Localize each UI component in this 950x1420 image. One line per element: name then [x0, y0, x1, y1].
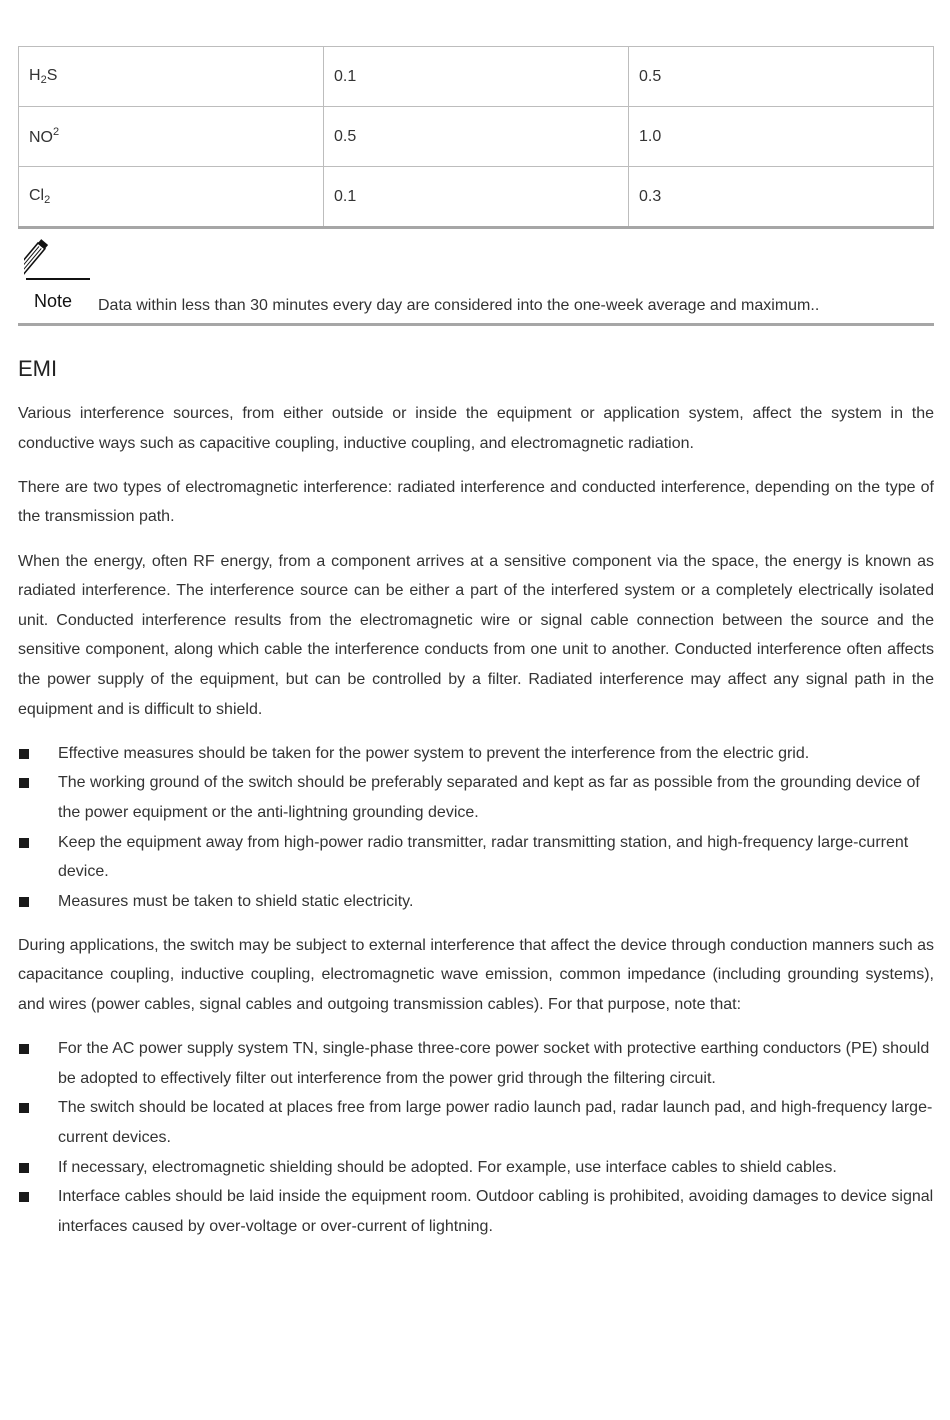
list-item-text: Interface cables should be laid inside the equipment room. Outdoor cabling is prohibited, avoiding damages to device signal interfaces caused by over-voltage or over-current of lightning.: [58, 1188, 934, 1235]
list-item: [18, 887, 934, 917]
list-item-text: The switch should be located at places free from large power radio launch pad, radar launch pad, and high-frequency large-current devices.: [58, 1099, 933, 1147]
gas-concentration-table: [18, 46, 934, 229]
list-item-text: Effective measures should be taken for the power system to prevent the interference from the electric grid.: [58, 744, 810, 762]
table-cell-average: 0.1: [324, 47, 629, 107]
list-item-text: The working ground of the switch should be preferably separated and kept as far as possible from the grounding device of the power equipment or the anti-lightning grounding device.: [58, 774, 920, 821]
list-item: [18, 1093, 934, 1152]
gas-name: NO: [29, 129, 53, 146]
list-item: [18, 1034, 934, 1093]
paragraph: There are two types of electromagnetic interference: radiated interference and conducted interference, depending on the type of the transmission path.: [18, 478, 934, 526]
table-cell-maximum: 0.5: [629, 47, 934, 107]
note-box: [18, 229, 934, 326]
list-item: [18, 739, 934, 769]
list-item-text: If necessary, electromagnetic shielding should be adopted. For example, use interface cables to shield cables.: [58, 1158, 837, 1176]
table-row: [19, 167, 934, 228]
document-page: [18, 46, 934, 326]
square-bullet-icon: [19, 897, 29, 907]
gas-subscript: 2: [44, 194, 51, 206]
table-cell-gas: [19, 107, 324, 167]
list-item: [18, 828, 934, 887]
square-bullet-icon: [19, 749, 29, 759]
gas-name-suffix: S: [46, 67, 58, 84]
note-text: Data within less than 30 minutes every day are considered into the one-week average and maximum..: [98, 297, 820, 314]
list-item: [18, 1153, 934, 1183]
gas-name: H: [29, 67, 41, 84]
paragraph: When the energy, often RF energy, from a component arrives at a sensitive component via the space, the energy is known as radiated interference. The interference source can be either a part of the interfered system or a completely electrically isolated unit. Conducted interference results from the electromagnetic wire or signal cable connection between the source and the sensitive component, along which cable the interference conducts from one unit to another. Conducted interference often affects the power supply of the equipment, but can be controlled by a filter. Radiated interference may affect any signal path in the equipment and is difficult to shield.: [18, 552, 934, 718]
bullet-list: [18, 739, 934, 917]
gas-superscript: 2: [53, 126, 60, 138]
table-cell-gas: [19, 47, 324, 107]
square-bullet-icon: [19, 1044, 29, 1054]
list-item: [18, 1182, 934, 1241]
list-item-text: Measures must be taken to shield static electricity.: [58, 892, 414, 910]
section-body: [18, 399, 934, 1256]
section-title: EMI: [18, 356, 58, 381]
table-cell-gas: [19, 167, 324, 228]
square-bullet-icon: [19, 1163, 29, 1173]
list-item-text: Keep the equipment away from high-power radio transmitter, radar transmitting station, and high-frequency large-current device.: [58, 833, 909, 881]
list-item-text: For the AC power supply system TN, single-phase three-core power socket with protective earthing conductors (PE) should be adopted to effectively filter out interference from the power grid through the filtering circuit.: [58, 1040, 930, 1087]
paragraph: Various interference sources, from either outside or inside the equipment or application system, affect the system in the conductive ways such as capacitive coupling, inductive coupling, and electromagnetic radiation.: [18, 405, 934, 452]
gas-name: Cl: [29, 187, 45, 204]
note-label: Note: [34, 291, 73, 311]
gas-subscript: 2: [40, 74, 47, 86]
paragraph: During applications, the switch may be subject to external interference that affect the device through conduction manners such as capacitance coupling, inductive coupling, electromagnetic wave emission, common impedance (including grounding systems), and wires (power cables, signal cables and outgoing transmission cables). For that purpose, note that:: [18, 936, 934, 1014]
square-bullet-icon: [19, 778, 29, 788]
square-bullet-icon: [19, 838, 29, 848]
table-row: [19, 107, 934, 167]
square-bullet-icon: [19, 1103, 29, 1113]
table-cell-average: 0.1: [324, 167, 629, 228]
table-cell-maximum: 1.0: [629, 107, 934, 167]
list-item: [18, 768, 934, 827]
table-cell-maximum: 0.3: [629, 167, 934, 228]
table-cell-average: 0.5: [324, 107, 629, 167]
table-row: [19, 47, 934, 107]
square-bullet-icon: [19, 1192, 29, 1202]
bullet-list: [18, 1034, 934, 1241]
